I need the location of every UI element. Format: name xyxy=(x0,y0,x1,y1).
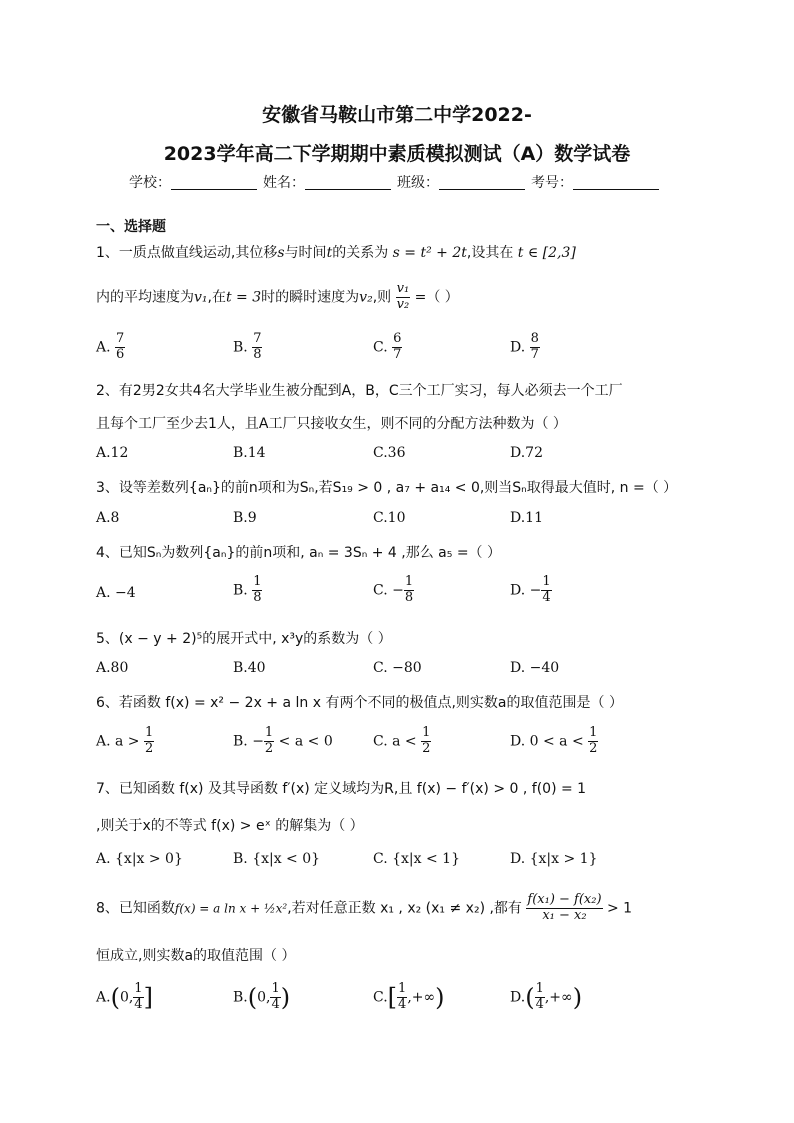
q7-option-a[interactable]: A. {x|x > 0} xyxy=(96,851,183,867)
q1-option-a[interactable]: A. $\frac{7}{6}$ xyxy=(96,331,125,362)
q6-option-a[interactable]: A. a > $\frac{1}{2}$ xyxy=(96,725,154,756)
q3-option-b[interactable]: B.9 xyxy=(233,510,257,526)
q1-option-b[interactable]: B. $\frac{7}{8}$ xyxy=(233,331,262,362)
q2-option-c[interactable]: C.36 xyxy=(373,445,406,461)
q4-option-a[interactable]: A. −4 xyxy=(96,585,136,601)
q6-option-d[interactable]: D. 0 < a < $\frac{1}{2}$ xyxy=(510,725,598,756)
ratio-fraction: $\frac{\text{v₁}}{\text{v₂}}$ xyxy=(396,281,410,312)
q8-option-b[interactable]: B.(0, $\frac{1}{4}$ ) xyxy=(233,981,291,1012)
class-blank[interactable] xyxy=(439,175,525,190)
question-4-line1: 4、已知Sₙ为数列{aₙ}的前n项和, aₙ = 3Sₙ + 4 ,那么 a₅ =（ ） xyxy=(96,545,502,561)
section-title: 一、选择题 xyxy=(96,219,166,235)
q3-option-a[interactable]: A.8 xyxy=(96,510,120,526)
question-7-line2: ,则关于x的不等式 f(x) > eˣ 的解集为（ ） xyxy=(96,818,364,834)
q3-option-d[interactable]: D.11 xyxy=(510,510,543,526)
q8-difference-quotient: $\frac{\text{f(x₁) − f(x₂)}}{\text{x₁ − x₂}}$ xyxy=(527,892,602,923)
question-8-line1: 8、已知函数f(x) = a ln x + ½x²,若对任意正数 x₁ , x₂ (x₁ ≠ x₂) ,都有 $\frac{\text{f(x₁) − f(x₂)}}{\text{x₁ − x₂}}$ > 1 xyxy=(96,892,633,923)
question-5-line1: 5、(x − y + 2)⁵的展开式中, x³y的系数为（ ） xyxy=(96,631,392,647)
school-label: 学校： xyxy=(129,175,171,191)
q8-option-d[interactable]: D.( $\frac{1}{4}$ ,+∞) xyxy=(510,981,583,1012)
exam-title-line1: 安徽省马鞍山市第二中学2022- xyxy=(262,104,532,126)
q8-option-c[interactable]: C.[ $\frac{1}{4}$ ,+∞) xyxy=(373,981,445,1012)
question-2-line1: 2、有2男2女共4名大学毕业生被分配到A，B，C三个工厂实习，每人必须去一个工厂 xyxy=(96,383,623,399)
q7-option-c[interactable]: C. {x|x < 1} xyxy=(373,851,460,867)
q2-option-a[interactable]: A.12 xyxy=(96,445,129,461)
q5-option-a[interactable]: A.80 xyxy=(96,660,129,676)
q5-option-b[interactable]: B.40 xyxy=(233,660,266,676)
q7-option-d[interactable]: D. {x|x > 1} xyxy=(510,851,598,867)
q2-option-b[interactable]: B.14 xyxy=(233,445,266,461)
question-8-line2: 恒成立,则实数a的取值范围（ ） xyxy=(96,948,296,964)
q4-option-d[interactable]: D. − $\frac{1}{4}$ xyxy=(510,574,551,605)
question-2-line2: 且每个工厂至少去1人，且A工厂只接收女生，则不同的分配方法种数为（ ） xyxy=(96,416,567,432)
q6-option-b[interactable]: B. − $\frac{1}{2}$ < a < 0 xyxy=(233,725,333,756)
q1-option-d[interactable]: D. $\frac{8}{7}$ xyxy=(510,331,539,362)
school-blank[interactable] xyxy=(171,175,257,190)
q7-option-b[interactable]: B. {x|x < 0} xyxy=(233,851,321,867)
q2-option-d[interactable]: D.72 xyxy=(510,445,543,461)
name-label: 姓名： xyxy=(263,175,305,191)
question-1-line2: 内的平均速度为v₁,在t = 3时的瞬时速度为v₂,则 $\frac{\text{v₁}}{\text{v₂}}$ =（ ） xyxy=(96,281,459,312)
class-label: 班级： xyxy=(397,175,439,191)
q6-option-c[interactable]: C. a < $\frac{1}{2}$ xyxy=(373,725,431,756)
q4-option-c[interactable]: C. − $\frac{1}{8}$ xyxy=(373,574,414,605)
question-7-line1: 7、已知函数 f(x) 及其导函数 f′(x) 定义域均为R,且 f(x) − f′(x) > 0 , f(0) = 1 xyxy=(96,781,587,797)
q5-option-c[interactable]: C. −80 xyxy=(373,660,422,676)
q4-option-b[interactable]: B. $\frac{1}{8}$ xyxy=(233,574,262,605)
student-info-row xyxy=(0,172,794,192)
q3-option-c[interactable]: C.10 xyxy=(373,510,406,526)
q1-option-c[interactable]: C. $\frac{6}{7}$ xyxy=(373,331,402,362)
question-6-line1: 6、若函数 f(x) = x² − 2x + a ln x 有两个不同的极值点,则实数a的取值范围是（ ） xyxy=(96,695,623,711)
exam-no-blank[interactable] xyxy=(573,175,659,190)
question-1-line1: 1、一质点做直线运动,其位移s与时间t的关系为 s = t² + 2t,设其在 t ∈ [2,3] xyxy=(96,245,576,261)
exam-title-line2: 2023学年高二下学期期中素质模拟测试（A）数学试卷 xyxy=(163,143,631,165)
name-blank[interactable] xyxy=(305,175,391,190)
q8-option-a[interactable]: A.(0, $\frac{1}{4}$ ] xyxy=(96,981,153,1012)
question-3-line1: 3、设等差数列{aₙ}的前n项和为Sₙ,若S₁₉ > 0 , a₇ + a₁₄ < 0,则当Sₙ取得最大值时, n =（ ） xyxy=(96,480,678,496)
exam-no-label: 考号： xyxy=(531,175,573,191)
q5-option-d[interactable]: D. −40 xyxy=(510,660,560,676)
